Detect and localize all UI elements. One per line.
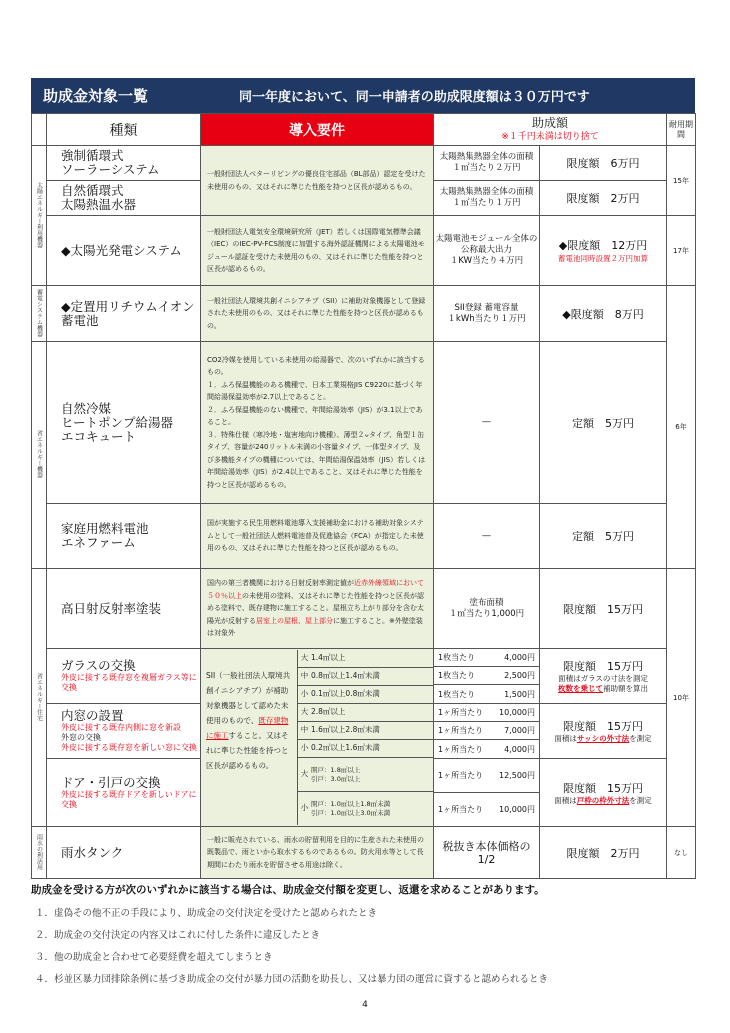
- limit-text: 限度額 2万円: [540, 827, 667, 879]
- notes-heading: 助成金を受ける方が次のいずれかに該当する場合は、助成金交付額を変更し、返還を求めることがあります。: [31, 884, 545, 896]
- limit-text: 定額 5万円: [540, 342, 667, 504]
- item-sub: 外皮に接する既存窓を複層ガラス等に交換: [61, 673, 197, 692]
- price-cell: 1ヶ所当たり 12,500円 1ヶ所当たり 10,000円: [434, 759, 540, 827]
- item-sub: 外皮に接する既存窓を新しい窓に交換: [61, 743, 197, 752]
- col-requirement: 導入要件: [201, 114, 434, 146]
- col-amount-label: 助成額: [532, 115, 569, 130]
- item-name: 自然冷媒 ヒートポンプ給湯器 エコキュート: [47, 342, 201, 504]
- limit-value: 限度額 15万円: [563, 660, 643, 673]
- table-row: [32, 146, 696, 181]
- requirement-text: 一般社団法人環境共創イニシアチブ（SII）に補助対象機器として登録された未使用のもの、又はそれに準じた性能を持つと区長が認めるもの。: [201, 286, 434, 342]
- item-name: 強制循環式 ソーラーシステム: [47, 146, 201, 181]
- limit-text: 限度額 2万円: [540, 181, 667, 216]
- page-number: 4: [362, 1000, 368, 1010]
- item-name: 雨水タンク: [47, 827, 201, 879]
- size-row: 大 2.8㎡以上: [298, 704, 433, 722]
- category-storage: 蓄電システム機器: [32, 286, 47, 342]
- header-bar: [31, 78, 695, 113]
- item-sub: 外皮に接する既存ドアを新しいドアに交換: [61, 789, 197, 809]
- life-text: 15年: [667, 146, 696, 216]
- item-name: 家庭用燃料電池 エネファーム: [47, 504, 201, 569]
- requirement-text: 一般財団法人電気安全環境研究所（JET）若しくは国際電気標準会議（IEC）のIEC-PV-FCS制度に加盟する海外認証機関による太陽電池モジュール認証を受けた未使用のもの、又はそれに準じた性能を持つと区長が認めるもの。: [201, 216, 434, 286]
- header-subtitle: 同一年度において、同一申請者の助成限度額は３０万円です: [239, 90, 590, 105]
- limit-value: 限度額 15万円: [563, 720, 643, 733]
- price-cell: [434, 649, 540, 704]
- category-saving: 省エネルギー機器: [32, 342, 47, 569]
- size-row: 大 開戸：1.8㎡以上 引戸：3.0㎡以上: [298, 758, 433, 792]
- life-text: なし: [667, 827, 696, 879]
- size-row: 小 0.1㎡以上0.8㎡未満: [298, 686, 433, 704]
- amount-text: 太陽電池モジュール全体の公称最大出力 １KW当たり４万円: [434, 216, 540, 286]
- page-title: 助成金対象一覧: [43, 87, 149, 105]
- requirement-text: 国が実施する民生用燃料電池導入支援補助金における補助対象システムとして一般社団法人燃料電池普及促進協会（FCA）が指定した未使用のもの、又はそれに準じた性能を持つと区長が認めるもの。: [201, 504, 434, 569]
- amount-text: 税抜き本体価格の 1/2: [434, 827, 540, 879]
- table-row: [32, 827, 696, 879]
- size-row: 1ヶ所当たり 7,000円: [434, 722, 539, 740]
- size-row: 1ヶ所当たり 10,000円: [434, 704, 539, 722]
- item-title: ドア・引戸の交換: [61, 774, 161, 790]
- col-life: 耐用期間: [667, 114, 696, 146]
- limit-text: 限度額 6万円: [540, 146, 667, 181]
- requirement-text: SII（一般社団法人環境共創イニシアチブ）が補助対象機器として認めた未使用のもので、既存建物に施工すること。又はそれに準じた性能を持つと区長が認めるもの。 大 1.4㎡以上 中 0.8㎡以上1.4㎡未満 小 0.1㎡以上0.8㎡未満 大 2.8㎡以上 中 1.6㎡以上2.8㎡未満 小 0.2㎡以上1.6㎡未満 大 開戸：1.8㎡以上 引戸：3.0㎡以上 小 開戸：1.0㎡以上1.8㎡未満 引戸：1.0㎡以上3.0㎡未満: [201, 649, 434, 827]
- subsidy-table: [31, 113, 696, 879]
- table-row: [32, 342, 696, 504]
- notes-section: [31, 882, 695, 985]
- item-sub: 外窓の交換: [61, 733, 101, 742]
- size-row: 1枚当たり 4,000円: [434, 649, 539, 667]
- item-title: 内窓の設置: [61, 708, 124, 723]
- limit-note: 面積はサッシの外寸法を測定: [554, 734, 652, 743]
- col-amount: [434, 114, 667, 146]
- size-row: 1枚当たり 1,500円: [438, 689, 535, 699]
- item-name: [47, 704, 201, 759]
- item-name: 自然循環式 太陽熱温水器: [47, 181, 201, 216]
- limit-note: 面積は戸枠の枠外寸法を測定: [554, 795, 652, 805]
- note-item: ４．杉並区暴力団排除条例に基づき助成金の交付が暴力団の活動を助長し、又は暴力団の運営に資すると認められるとき: [35, 974, 549, 985]
- limit-note: 枚数を乗じて補助額を算出: [558, 684, 648, 693]
- limit-value: ◆限度額 12万円: [558, 239, 648, 252]
- item-sub: 外皮に接する既存内側に窓を新設: [61, 723, 181, 732]
- item-name: 高日射反射率塗装: [47, 569, 201, 649]
- table-row: [32, 286, 696, 342]
- life-text: 6年: [667, 286, 696, 569]
- size-row: 1ヶ所当たり 4,000円: [438, 744, 535, 754]
- size-row: 小 開戸：1.0㎡以上1.8㎡未満 引戸：1.0㎡以上3.0㎡未満: [300, 799, 391, 817]
- limit-note: 蓄電池同時設置２万円加算: [558, 254, 648, 263]
- amount-text: 太陽熱集熱器全体の面積 １㎡当たり１万円: [434, 181, 540, 216]
- col-amount-note: ※１千円未満は切り捨て: [501, 131, 599, 142]
- category-rain: 雨水の利活用: [32, 827, 47, 879]
- note-item: ２．助成金の交付決定の内容又はこれに付した条件に違反したとき: [35, 930, 321, 941]
- item-name: ◆太陽光発電システム: [47, 216, 201, 286]
- size-row: 小 0.2㎡以上1.6㎡未満: [298, 740, 433, 758]
- table-row: [32, 569, 696, 649]
- header-blank: [32, 114, 47, 146]
- note-item: １．虚偽その他不正の手段により、助成金の交付決定を受けたと認められたとき: [35, 908, 378, 919]
- requirement-text: CO2冷媒を使用している未使用の給湯器で、次のいずれかに該当するもの。 １．ふろ保温機能のある機種で、日本工業規格JIS C9220に基づく年間給湯保温効率が2.7以上であること。 ２．ふろ保温機能のない機種で、年間給湯効率（JIS）が3.1以上であること。 ３．特殊仕様（寒冷地・塩害地向け機種）、薄型２০タイプ、角型１缶タイプ、容量が240リットル未満の小容量タイプ、一体型タイプ、及び多機能タイプの機種については、年間給湯保温効率（JIS）若しくは年間給湯効率（JIS）が2.4以上であること、又はそれに準じた性能を持つと区長が認めるもの。: [201, 342, 434, 504]
- limit-value: 限度額 15万円: [563, 781, 643, 795]
- life-text: 17年: [667, 216, 696, 286]
- limit-text: [540, 704, 667, 759]
- requirement-text: 一般に販売されている、雨水の貯留利用を目的に生産された未使用の既製品で、雨といから取水するものであるもの。防火用水等として長期間にわたり雨水を貯留させる用途は除く。: [201, 827, 434, 879]
- amount-text: ―: [434, 342, 540, 504]
- limit-text: [540, 649, 667, 704]
- item-title: ガラスの交換: [61, 658, 136, 673]
- limit-text: ◆限度額 8万円: [540, 286, 667, 342]
- amount-text: 塗布面積 １㎡当たり1,000円: [434, 569, 540, 649]
- limit-note: 面積はガラスの寸法を測定: [558, 674, 648, 683]
- table-row: [32, 649, 696, 704]
- life-text: 10年: [667, 569, 696, 827]
- table-row: [32, 216, 696, 286]
- item-name: [47, 759, 201, 827]
- category-solar: 太陽エネルギー利用機器: [32, 146, 47, 286]
- limit-text: [540, 759, 667, 827]
- limit-text: 限度額 15万円: [540, 569, 667, 649]
- amount-text: ―: [434, 504, 540, 569]
- amount-text: SII登録 蓄電容量 １kWh当たり１万円: [434, 286, 540, 342]
- amount-text: 太陽熱集熱器全体の面積 １㎡当たり２万円: [434, 146, 540, 181]
- size-row: 中 1.6㎡以上2.8㎡未満: [298, 722, 433, 740]
- table-header-row: [32, 114, 696, 146]
- price-cell: [434, 704, 540, 759]
- requirement-text: 国内の第三者機関における日射反射率測定値が近赤外線領域において５０％以上の未使用の塗料、又はそれに準じた性能を持つと区長が認める塗料で、既存建物に施工すること。屋根立ち上がり部分を含む太陽光が反射する居室上の屋根、屋上部分に施工すること。※外壁塗装は対象外: [201, 569, 434, 649]
- category-house: 省エネルギー住宅: [32, 569, 47, 827]
- requirement-text: 一般財団法人ベターリビングの優良住宅部品（BL部品）認定を受けた未使用のもの、又はそれに準じた性能を持つと区長が認めるもの。: [201, 146, 434, 216]
- item-name: ◆定置用リチウムイオン 蓄電池: [47, 286, 201, 342]
- size-row: 1枚当たり 2,500円: [434, 667, 539, 685]
- size-row: 大 1.4㎡以上: [298, 650, 433, 668]
- item-name: [47, 649, 201, 704]
- limit-text: 定額 5万円: [540, 504, 667, 569]
- note-item: ３．他の助成金と合わせて必要経費を超えてしまうとき: [35, 952, 273, 963]
- limit-text: [540, 216, 667, 286]
- col-kind: 種類: [47, 114, 201, 146]
- table-row: [32, 504, 696, 569]
- size-row: 中 0.8㎡以上1.4㎡未満: [298, 668, 433, 686]
